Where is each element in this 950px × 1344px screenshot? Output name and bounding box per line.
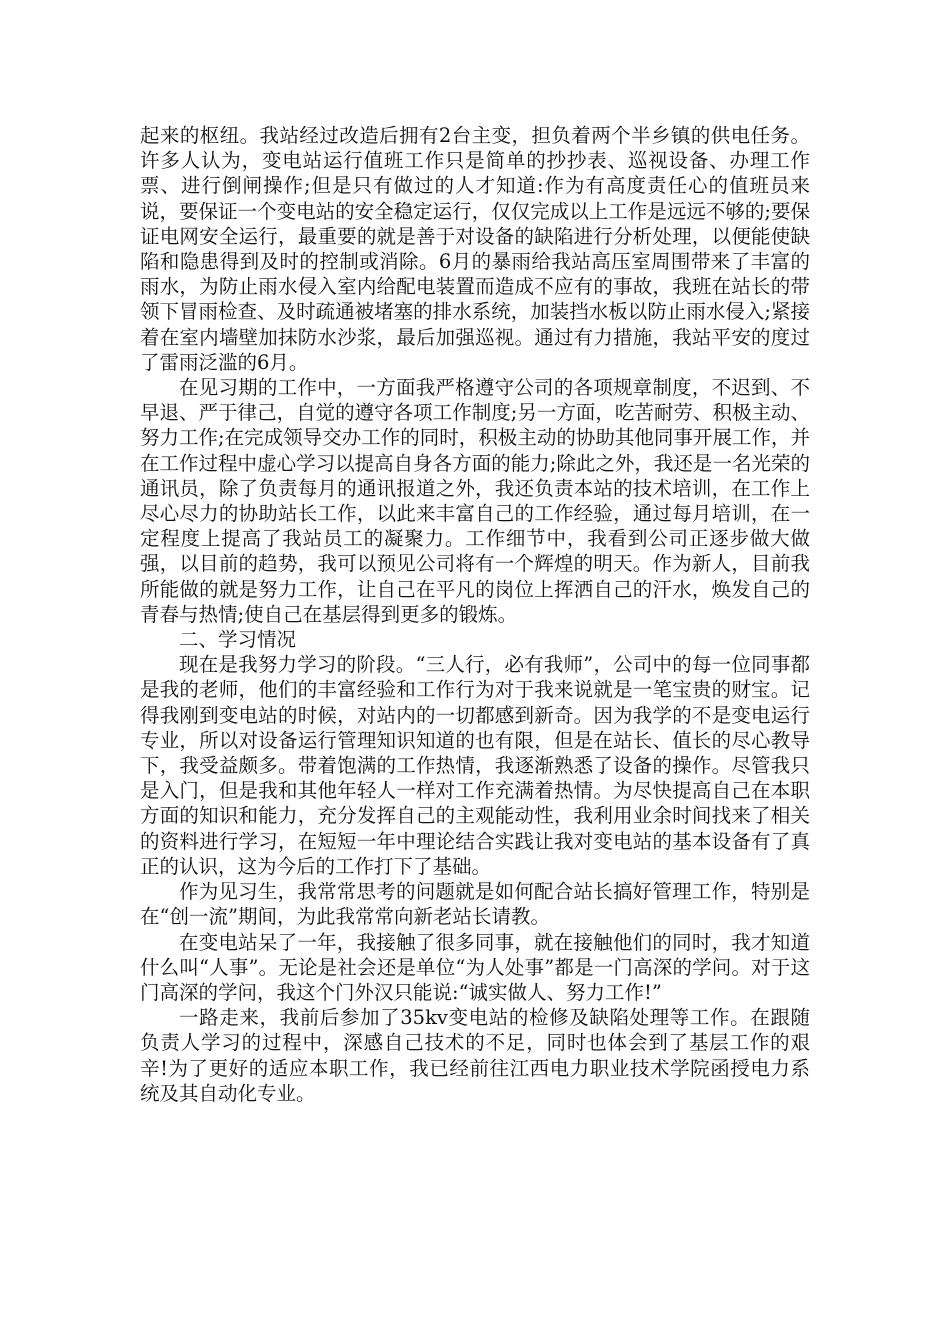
paragraph-1: 起来的枢纽。我站经过改造后拥有2台主变，担负着两个半乡镇的供电任务。许多人认为，变电站运行值班工作只是简单的抄抄表、巡视设备、办理工作票、进行倒闸操作;但是只有做过的人才知道:作为有高度责任心的值班员来说，要保证一个变电站的安全稳定运行，仅仅完成以上工作是远远不够的;要保证电网安全运行，最重要的就是善于对设备的缺陷进行分析处理，以便能使缺陷和隐患得到及时的控制或消除。6月的暴雨给我站高压室周围带来了丰富的雨水，为防止雨水侵入室内给配电装置而造成不应有的事故，我班在站长的带领下冒雨检查、及时疏通被堵塞的排水系统，加装挡水板以防止雨水侵入;紧接着在室内墙壁加抹防水沙浆，最后加强巡视。通过有力措施，我站平安的度过了雷雨泛滥的6月。 — [140, 124, 810, 374]
section-heading-study: 二、学习情况 — [179, 628, 297, 652]
paragraph-5: 在变电站呆了一年，我接触了很多同事，就在接触他们的同时，我才知道什么叫“人事”。无论是社会还是单位“为人处事”都是一门高深的学问。对于这门高深的学问，我这个门外汉只能说:“诚实做人、努力工作!” — [140, 930, 810, 1004]
paragraph-3: 现在是我努力学习的阶段。“三人行，必有我师”，公司中的每一位同事都是我的老师，他们的丰富经验和工作行为对于我来说就是一笔宝贵的财宝。记得我刚到变电站的时候，对站内的一切都感到新奇。因为我学的不是变电运行专业，所以对设备运行管理知识知道的也有限，但是在站长、值长的尽心教导下，我受益颇多。带着饱满的工作热情，我逐渐熟悉了设备的操作。尽管我只是入门，但是我和其他年轻人一样对工作充满着热情。为尽快提高自己在本职方面的知识和能力，充分发挥自己的主观能动性，我利用业余时间找来了相关的资料进行学习，在短短一年中理论结合实践让我对变电站的基本设备有了真正的认识，这为今后的工作打下了基础。 — [140, 653, 810, 878]
paragraph-6: 一路走来，我前后参加了35kv变电站的检修及缺陷处理等工作。在跟随负责人学习的过程中，深感自己技术的不足，同时也体会到了基层工作的艰辛!为了更好的适应本职工作，我已经前往江西电力职业技术学院函授电力系统及其自动化专业。 — [140, 1006, 810, 1105]
paragraph-4: 作为见习生，我常常思考的问题就是如何配合站长搞好管理工作，特别是在“创一流”期间，为此我常常向新老站长请教。 — [140, 880, 810, 929]
paragraph-2: 在见习期的工作中，一方面我严格遵守公司的各项规章制度，不迟到、不早退、严于律己，自觉的遵守各项工作制度;另一方面，吃苦耐劳、积极主动、努力工作;在完成领导交办工作的同时，积极主动的协助其他同事开展工作，并在工作过程中虚心学习以提高自身各方面的能力;除此之外，我还是一名光荣的通讯员，除了负责每月的通讯报道之外，我还负责本站的技术培训，在工作上尽心尽力的协助站长工作，以此来丰富自己的工作经验，通过每月培训，在一定程度上提高了我站员工的凝聚力。工作细节中，我看到公司正逐步做大做强，以目前的趋势，我可以预见公司将有一个辉煌的明天。作为新人，目前我所能做的就是努力工作，让自己在平凡的岗位上挥洒自己的汗水，焕发自己的青春与热情;使自己在基层得到更多的锻炼。 — [140, 376, 810, 626]
document-body — [140, 123, 810, 1106]
